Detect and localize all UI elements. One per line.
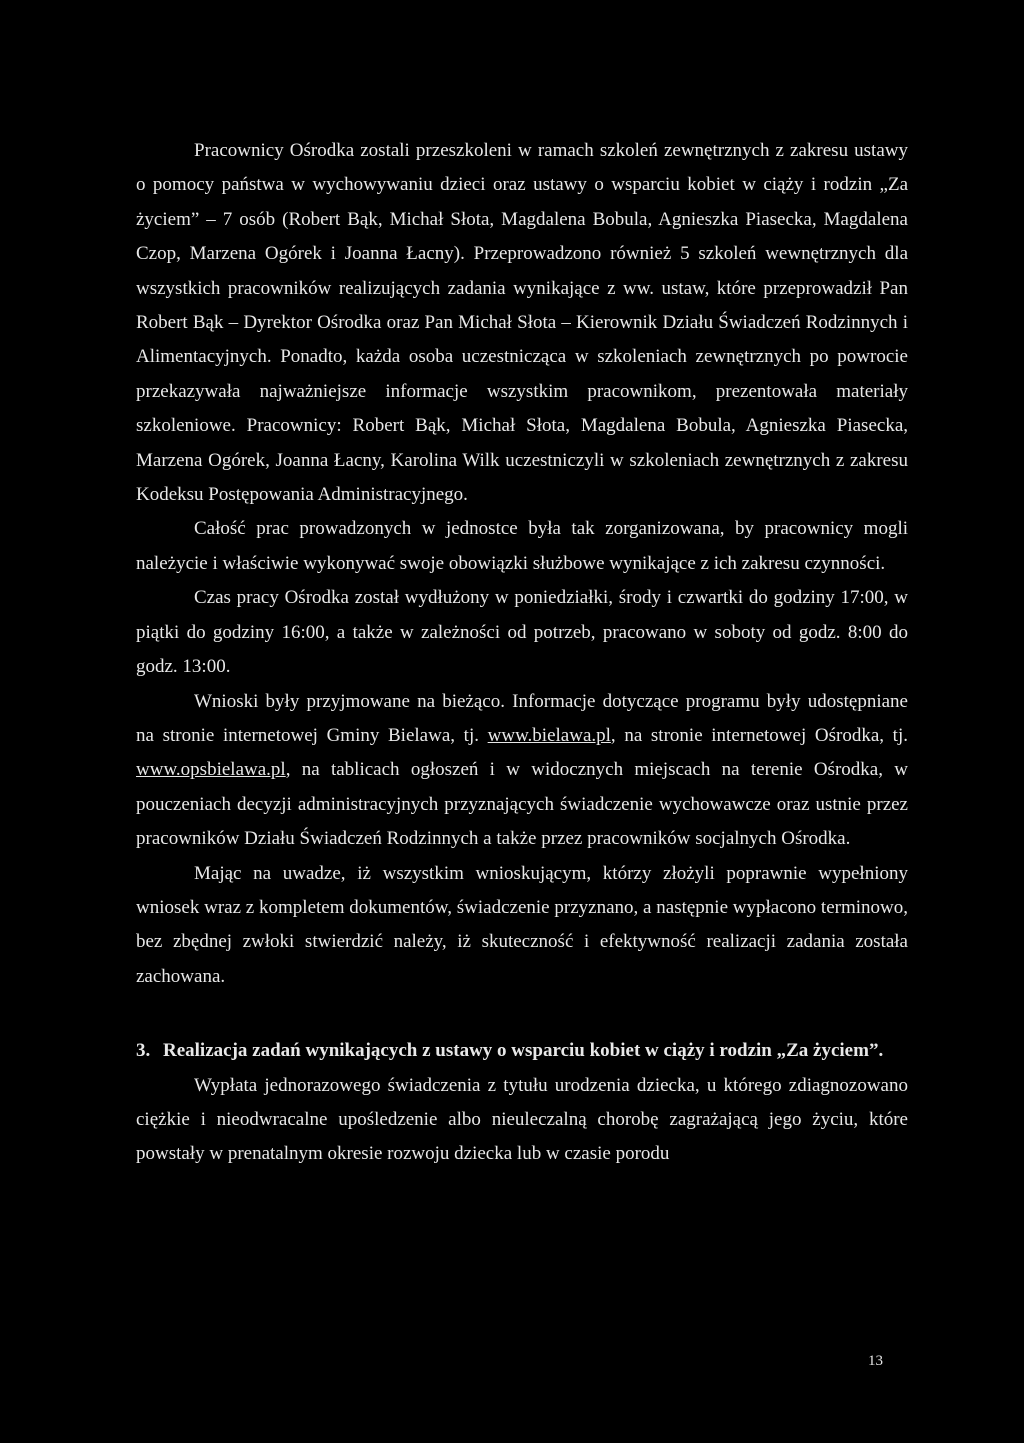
applications-text-end: , na tablicach ogłoszeń i w widocznych miejscach na terenie Ośrodka, w pouczeniach decyzji administracyjnych przyznających świadczenie wychowawcze oraz ustnie przez pracowników Działu Świadczeń Rodzinnych a także przez pracowników socjalnych Ośrodka. <box>136 759 908 850</box>
paragraph-working-hours: Czas pracy Ośrodka został wydłużony w poniedziałki, środy i czwartki do godziny 17:00, w piątki do godziny 16:00, a także w zależności od potrzeb, pracowano w soboty od godz. 8:00 do godz. 13:00. <box>136 587 908 678</box>
applications-text-start: Wnioski były przyjmowane na bieżąco. Informacje dotyczące programu były udostępniane na stronie internetowej Gminy Bielawa, tj. <box>136 690 908 746</box>
opsbielawa-link[interactable]: www.opsbielawa.pl <box>136 759 286 781</box>
section-number: 3. <box>136 1040 151 1062</box>
bielawa-link[interactable]: www.bielawa.pl <box>487 724 611 746</box>
page-number: 13 <box>868 1353 883 1369</box>
paragraph-applications <box>136 685 908 857</box>
paragraph-conclusion: Mając na uwadze, iż wszystkim wnioskującym, którzy złożyli poprawnie wypełniony wniosek wraz z kompletem dokumentów, świadczenie przyznano, a następnie wypłacono terminowo, bez zbędnej zwłoki stwierdzić należy, iż skuteczność i efektywność realizacji zadania została zachowana. <box>136 862 908 987</box>
document-page <box>136 134 908 1172</box>
applications-text-middle: , na stronie internetowej Ośrodka, tj. <box>610 724 908 746</box>
paragraph-organization: Całość prac prowadzonych w jednostce była tak zorganizowana, by pracownicy mogli należycie i właściwie wykonywać swoje obowiązki służbowe wynikające z ich zakresu czynności. <box>136 518 908 574</box>
paragraph-one-time-benefit: Wypłata jednorazowego świadczenia z tytułu urodzenia dziecka, u którego zdiagnozowano ciężkie i nieodwracalne upośledzenie albo nieuleczalną chorobę zagrażającą jego życiu, które powstały w prenatalnym okresie rozwoju dziecka lub w czasie porodu <box>136 1074 908 1165</box>
paragraph-training: Pracownicy Ośrodka zostali przeszkoleni w ramach szkoleń zewnętrznych z zakresu ustawy o pomocy państwa w wychowywaniu dzieci oraz ustawy o wsparciu kobiet w ciąży i rodzin „Za życiem” – 7 osób (Robert Bąk, Michał Słota, Magdalena Bobula, Agnieszka Piasecka, Magdalena Czop, Marzena Ogórek i Joanna Łacny). Przeprowadzono również 5 szkoleń wewnętrznych dla wszystkich pracowników realizujących zadania wynikające z ww. ustaw, które przeprowadził Pan Robert Bąk – Dyrektor Ośrodka oraz Pan Michał Słota – Kierownik Działu Świadczeń Rodzinnych i Alimentacyjnych. Ponadto, każda osoba uczestnicząca w szkoleniach zewnętrznych po powrocie przekazywała najważniejsze informacje wszystkim pracownikom, prezentowała materiały szkoleniowe. Pracownicy: Robert Bąk, Michał Słota, Magdalena Bobula, Agnieszka Piasecka, Marzena Ogórek, Joanna Łacny, Karolina Wilk uczestniczyli w szkoleniach zewnętrznych z zakresu Kodeksu Postępowania Administracyjnego. <box>136 140 908 506</box>
section-heading <box>136 1034 908 1068</box>
section-title: Realizacja zadań wynikających z ustawy o wsparciu kobiet w ciąży i rodzin „Za życiem”. <box>163 1040 884 1062</box>
